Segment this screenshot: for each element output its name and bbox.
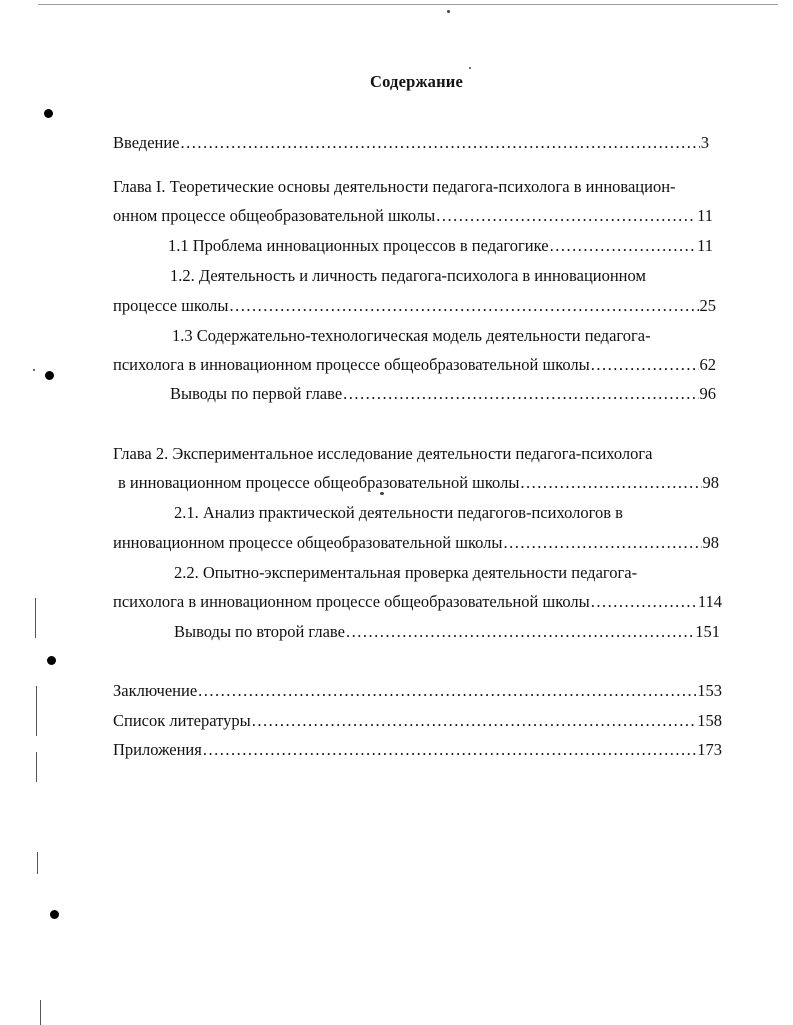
toc-entry-label: Приложения — [113, 740, 202, 759]
scan-speck — [447, 10, 450, 13]
toc-entry-label: Список литературы — [113, 711, 251, 730]
toc-chapter-1-line-1: Глава I. Теоретические основы деятельности педагога-психолога в инновацион- — [113, 177, 676, 196]
scan-edge-mark — [36, 752, 37, 782]
toc-leader-dots — [198, 681, 696, 701]
toc-leader-dots — [591, 592, 697, 612]
toc-entry-conclusions-1 — [170, 384, 716, 404]
toc-entry-chapter-2 — [118, 473, 719, 493]
toc-entry-section-1-2 — [113, 296, 716, 316]
punch-hole — [50, 910, 59, 919]
toc-entry-references — [113, 711, 722, 731]
toc-entry-label: психолога в инновационном процессе общеобразовательной школы — [113, 592, 590, 611]
toc-section-1-2-line-1: 1.2. Деятельность и личность педагога-психолога в инновационном — [170, 266, 646, 285]
toc-entry-conclusions-2 — [174, 622, 720, 642]
toc-entry-label: инновационном процессе общеобразовательной школы — [113, 533, 503, 552]
toc-entry-conclusion — [113, 681, 722, 701]
toc-page-number: 98 — [702, 473, 719, 492]
toc-entry-section-1-3 — [113, 355, 716, 375]
toc-page-number: 173 — [697, 740, 722, 759]
toc-entry-chapter-1 — [113, 206, 713, 226]
toc-entry-intro — [113, 133, 709, 153]
toc-leader-dots — [520, 473, 701, 493]
toc-page-number: 3 — [700, 133, 709, 152]
toc-leader-dots — [591, 355, 699, 375]
punch-hole — [44, 109, 53, 118]
toc-entry-label: Выводы по второй главе — [174, 622, 345, 641]
toc-entry-label: 1.1 Проблема инновационных процессов в педагогике — [168, 236, 549, 255]
toc-page-number: 151 — [695, 622, 720, 641]
toc-entry-label: Выводы по первой главе — [170, 384, 343, 403]
toc-leader-dots — [436, 206, 696, 226]
punch-hole — [47, 656, 56, 665]
toc-leader-dots — [550, 236, 697, 256]
toc-page-number: 98 — [702, 533, 719, 552]
toc-entry-section-2-1 — [113, 533, 719, 553]
toc-page-number: 153 — [697, 681, 722, 700]
toc-entry-appendices — [113, 740, 722, 760]
toc-section-2-2-line-1: 2.2. Опытно-экспериментальная проверка деятельности педагога- — [174, 563, 638, 582]
punch-hole — [45, 371, 54, 380]
scan-speck — [469, 67, 471, 69]
toc-page-number: 11 — [697, 206, 713, 225]
scan-edge-mark — [36, 686, 37, 736]
page-title: Содержание — [369, 72, 464, 91]
toc-leader-dots — [343, 384, 698, 404]
toc-page-number: 114 — [697, 592, 722, 611]
toc-page-number: 62 — [699, 355, 716, 374]
scan-top-edge — [38, 4, 778, 5]
toc-page-number: 11 — [697, 236, 713, 255]
scan-edge-mark — [37, 852, 38, 874]
toc-leader-dots — [229, 296, 698, 316]
toc-leader-dots — [252, 711, 697, 731]
toc-leader-dots — [203, 740, 696, 760]
toc-entry-label: Заключение — [113, 681, 198, 700]
scan-edge-mark — [40, 1000, 41, 1025]
toc-entry-label: онном процессе общеобразовательной школы — [113, 206, 436, 225]
toc-entry-section-2-2 — [113, 592, 722, 612]
toc-entry-section-1-1 — [168, 236, 713, 256]
toc-entry-label: в инновационном процессе общеобразовательной школы — [118, 473, 520, 492]
toc-chapter-2-line-1: Глава 2. Экспериментальное исследование деятельности педагога-психолога — [113, 444, 653, 463]
toc-page-number: 96 — [699, 384, 716, 403]
toc-section-1-3-line-1: 1.3 Содержательно-технологическая модель деятельности педагога- — [172, 326, 651, 345]
toc-section-2-1-line-1: 2.1. Анализ практической деятельности педагогов-психологов в — [174, 503, 623, 522]
scan-edge-mark — [35, 598, 36, 638]
scan-speck — [33, 369, 35, 371]
toc-leader-dots — [504, 533, 702, 553]
toc-page-number: 25 — [699, 296, 716, 315]
toc-entry-label: Введение — [113, 133, 180, 152]
toc-page-number: 158 — [697, 711, 722, 730]
toc-entry-label: процессе школы — [113, 296, 229, 315]
toc-entry-label: психолога в инновационном процессе общеобразовательной школы — [113, 355, 590, 374]
toc-leader-dots — [181, 133, 700, 153]
toc-leader-dots — [346, 622, 694, 642]
